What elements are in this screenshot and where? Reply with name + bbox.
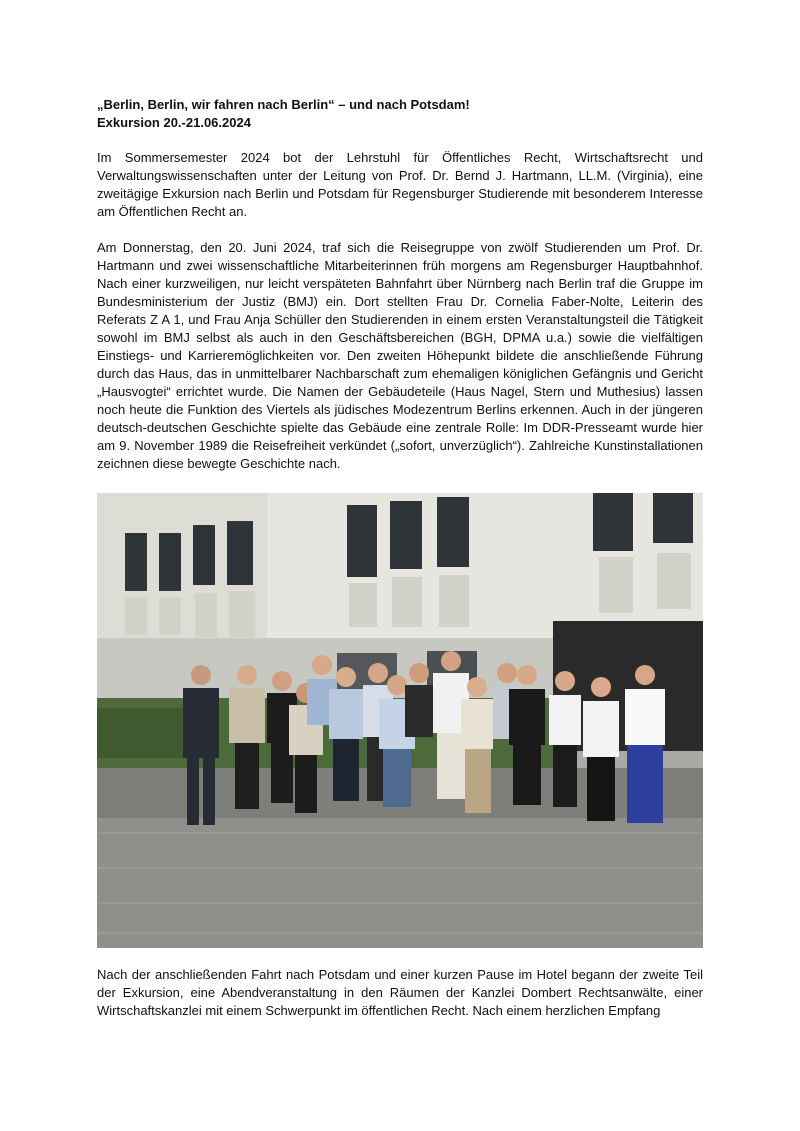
title-line-1: „Berlin, Berlin, wir fahren nach Berlin“ – und nach Potsdam! [97,97,470,112]
article-continued [97,966,703,1020]
group-photo [97,493,703,948]
paragraph-potsdam: Nach der anschließenden Fahrt nach Potsdam und einer kurzen Pause im Hotel begann der zweite Teil der Exkursion, eine Abendveranstaltung in den Räumen der Kanzlei Dombert Rechtsanwälte, einer Wirtschaftskanzlei mit einem Schwerpunkt im öffentlichen Recht. Nach einem herzlichen Empfang [97,967,703,1018]
paragraph-day-one: Am Donnerstag, den 20. Juni 2024, traf sich die Reisegruppe von zwölf Studierenden um Prof. Dr. Hartmann und zwei wissenschaftliche Mitarbeiterinnen früh morgens am Regensburger Hauptbahnhof. Nach einer kurzweiligen, nur leicht verspäteten Bahnfahrt über Nürnberg nach Berlin traf die Gruppe im Bundesministerium der Justiz (BMJ) ein. Dort stellten Frau Dr. Cornelia Faber-Nolte, Leiterin des Referats Z A 1, und Frau Anja Schüller den Studierenden in einem ersten Veranstaltungsteil die Tätigkeit sowohl im BMJ selbst als auch in den Geschäftsbereichen (BGH, DPMA u.a.) sowie die vielfältigen Einstiegs- und Karrieremöglichkeiten vor. Den zweiten Höhepunkt bildete die anschließende Führung durch das Haus, das in unmittelbarer Nachbarschaft zum ehemaligen königlichen Gefängnis und Gericht „Hausvogtei“ errichtet wurde. Die Namen der Gebäudeteile (Haus Nagel, Stern und Muthesius) lassen noch heute die Funktion des Viertels als jüdisches Modezentrum Berlins erkennen. Auch in der jüngeren deutsch-deutschen Geschichte spielte das Gebäude eine zentrale Rolle: Im DDR-Presseamt wurde hier am 9. November 1989 die Reisefreiheit verkündet („sofort, unverzüglich“). Zahlreiche Kunstinstallationen zeichnen diese bewegte Geschichte nach. [97,240,703,471]
paragraph-intro: Im Sommersemester 2024 bot der Lehrstuhl für Öffentliches Recht, Wirtschaftsrecht und Verwaltungswissenschaften unter der Leitung von Prof. Dr. Bernd J. Hartmann, LL.M. (Virginia), eine zweitägige Exkursion nach Berlin und Potsdam für Regensburger Studierende mit besonderem Interesse am Öffentlichen Recht an. [97,150,703,219]
title-line-2: Exkursion 20.-21.06.2024 [97,115,251,130]
article [97,96,703,473]
article-title [97,96,703,132]
